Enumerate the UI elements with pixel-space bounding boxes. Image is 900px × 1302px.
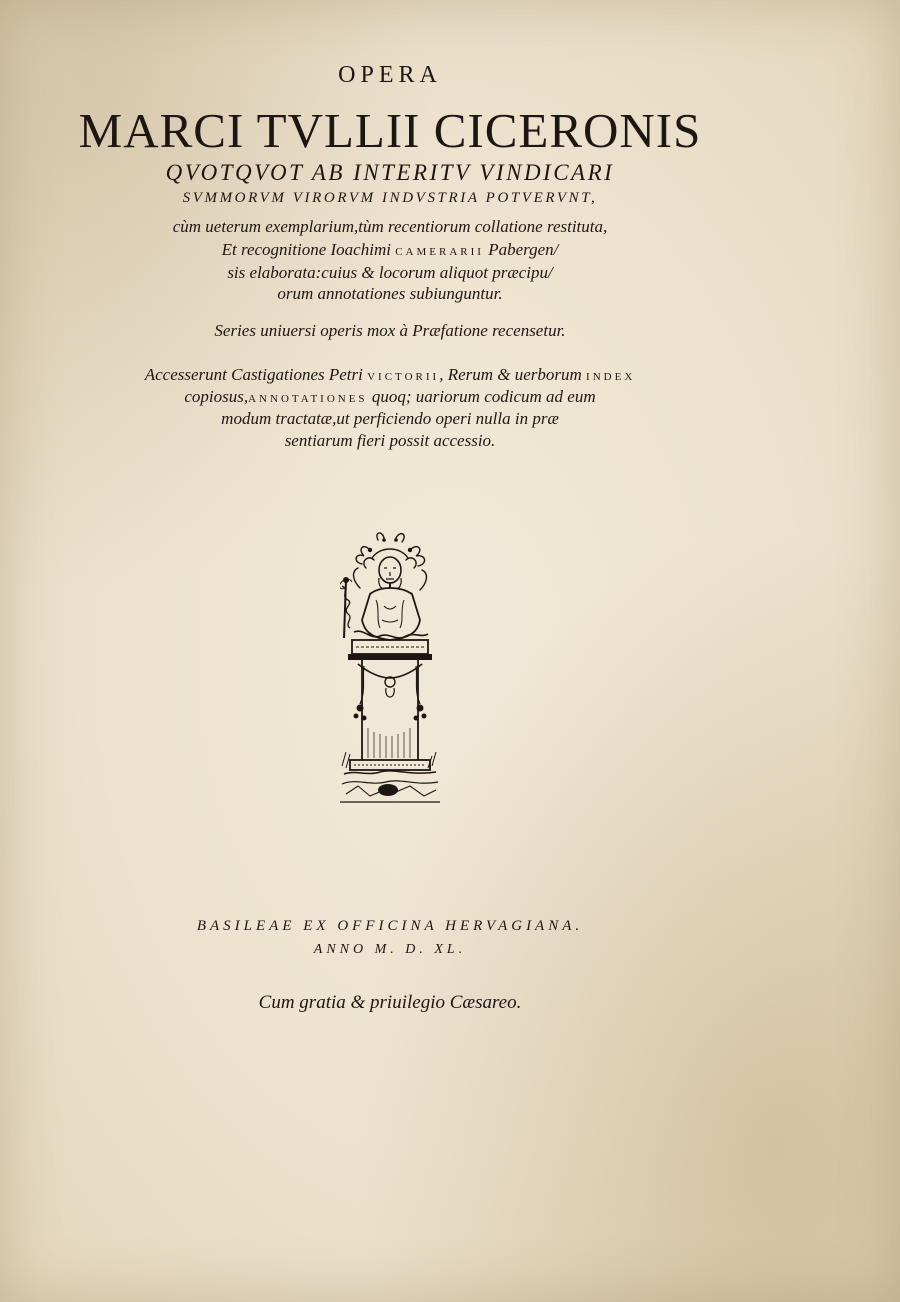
imprint-place: BASILEAE EX OFFICINA HERVAGIANA.	[196, 918, 584, 934]
subtitle-line-2: SVMMORVM VIRORVM INDVSTRIA POTVERVNT,	[182, 190, 598, 206]
title-line-4: orum annotationes subiunguntur.	[277, 284, 503, 303]
accession-line-2-end: quoq; uariorum codicum ad eum	[367, 387, 596, 406]
accession-line-1-mid: , Rerum & uerborum	[439, 365, 587, 384]
title-line-2-start: Et recognitione Ioachimi	[221, 240, 396, 259]
author-name: MARCI TVLLII CICERONIS	[78, 103, 702, 158]
herm-on-pedestal-woodcut-icon	[340, 528, 440, 806]
title-line-3: sis elaborata:cuius & locorum aliquot præcipu/	[227, 263, 553, 282]
title-line-1: cùm ueterum exemplarium,tùm recentiorum collatione restituta,	[172, 217, 608, 236]
work-label: OPERA	[338, 62, 442, 88]
index-word: INDEX	[586, 371, 636, 383]
accession-line-4: sentiarum fieri possit accessio.	[284, 431, 496, 450]
accession-line-2	[0, 387, 780, 407]
victorius-name: VICTORII	[367, 371, 440, 383]
privilege-statement: Cum gratia & priuilegio Cæsareo.	[258, 992, 522, 1013]
title-line-2-end: Pabergen/	[483, 240, 559, 259]
imprint-year: ANNO M. D. XL.	[313, 942, 467, 957]
title-line-2	[0, 240, 780, 260]
series-note: Series uniuersi operis mox à Præfatione recensetur.	[214, 321, 566, 340]
editor-name: CAMERARII	[395, 246, 484, 258]
subtitle-line-1: QVOTQVOT AB INTERITV VINDICARI	[165, 160, 615, 185]
accession-line-3: modum tractatæ,ut perficiendo operi nulla in præ	[221, 409, 559, 428]
annotationes-word: ANNOTATIONES	[248, 393, 368, 405]
accession-line-2-start: copiosus,	[184, 387, 249, 406]
accession-line-1-start: Accesserunt Castigationes Petri	[144, 365, 368, 384]
accession-line-1	[0, 365, 780, 385]
